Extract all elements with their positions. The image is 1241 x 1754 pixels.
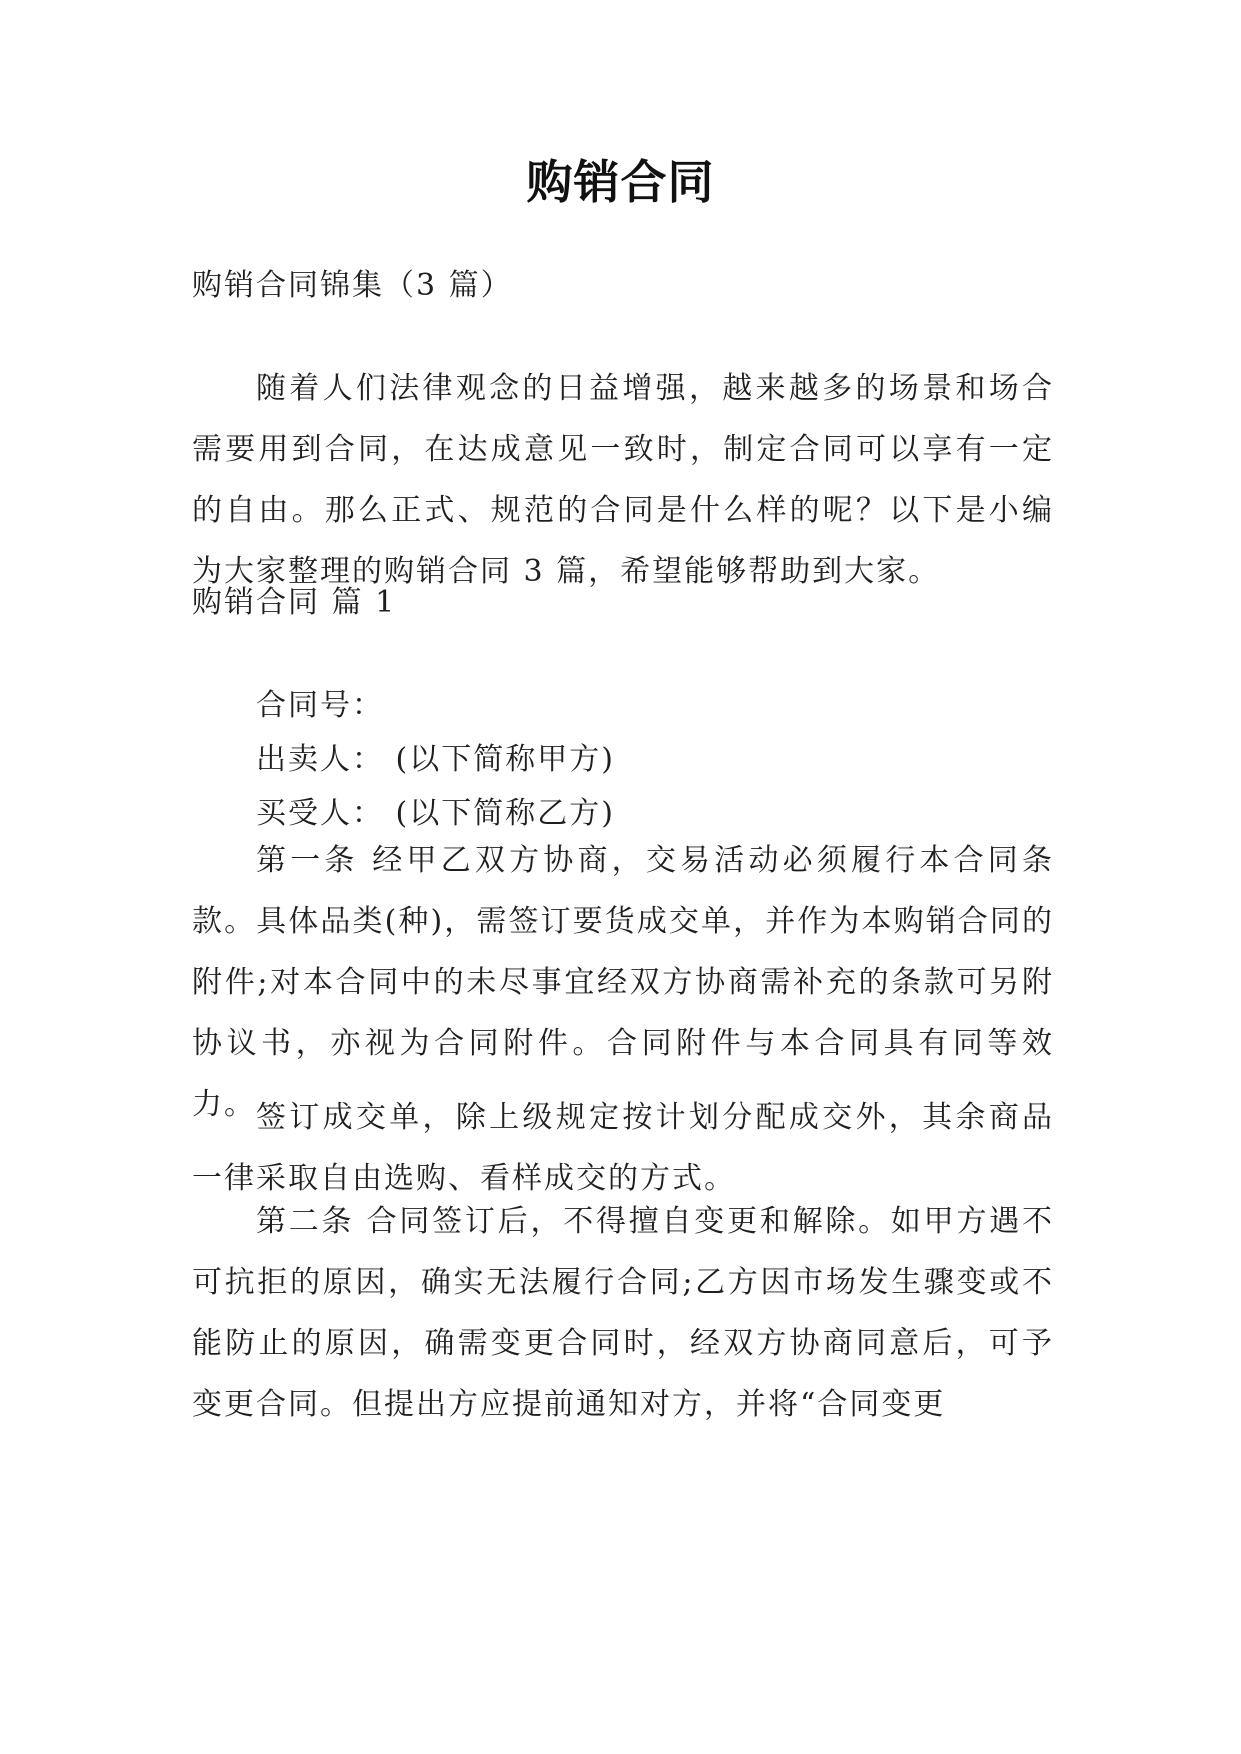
section-heading: 购销合同 篇 1 — [192, 585, 397, 620]
document-subtitle: 购销合同锦集（3 篇） — [192, 268, 513, 303]
intro-text: 随着人们法律观念的日益增强，越来越多的场景和场合需要用到合同，在达成意见一致时，制定合同可以享有一定的自由。那么正式、规范的合同是什么样的呢？以下是小编为大家整理的购销合同 3 篇，希望能够帮助到大家。 — [192, 371, 1054, 589]
article-2-text: 第二条 合同签订后，不得擅自变更和解除。如甲方遇不可抗拒的原因，确实无法履行合同;乙方因市场发生骤变或不能防止的原因，确需变更合同时，经双方协商同意后，可予变更合同。但提出方应提前通知对方，并将“合同变更 — [192, 1204, 1054, 1422]
buyer-line: 买受人： (以下简称乙方) — [256, 796, 615, 831]
intro-paragraph — [192, 358, 1054, 602]
article-1-note-text: 签订成交单，除上级规定按计划分配成交外，其余商品一律采取自由选购、看样成交的方式。 — [192, 1100, 1054, 1196]
article-2-paragraph — [192, 1191, 1054, 1435]
document-title: 购销合同 — [526, 155, 715, 209]
article-1-text: 第一条 经甲乙双方协商，交易活动必须履行本合同条款。具体品类(种)，需签订要货成交单，并作为本购销合同的附件;对本合同中的未尽事宜经双方协商需补充的条款可另附协议书，亦视为合同附件。合同附件与本合同具有同等效力。 — [192, 843, 1054, 1122]
seller-line: 出卖人： (以下简称甲方) — [256, 742, 615, 777]
contract-number-label: 合同号： — [256, 688, 384, 723]
